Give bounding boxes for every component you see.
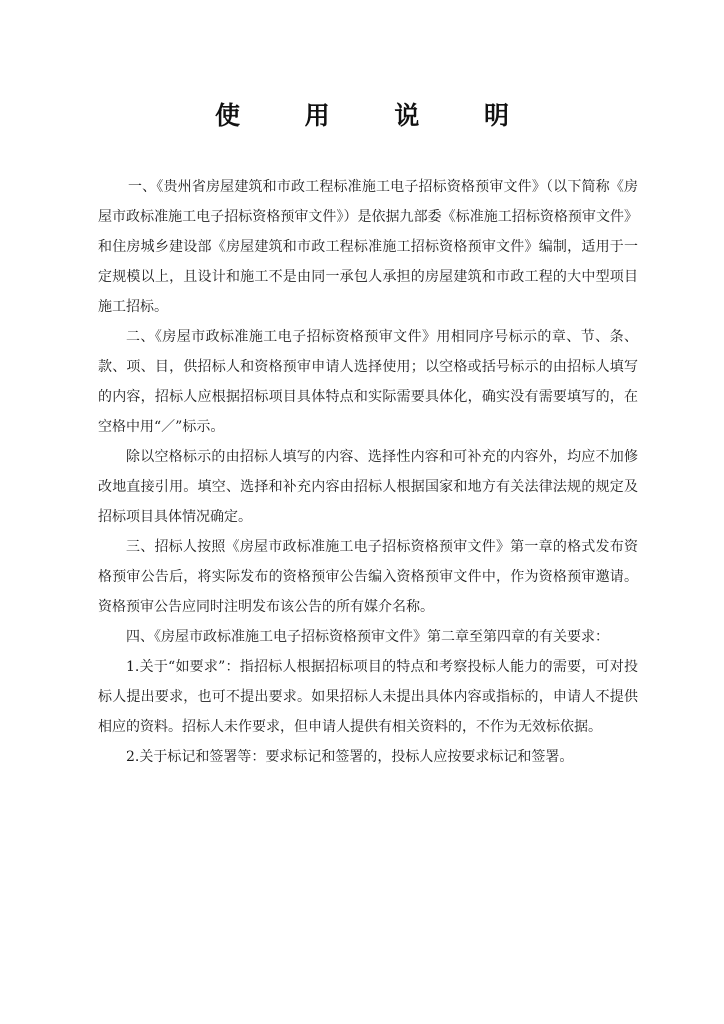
page-title: 使 用 说 明 — [214, 101, 538, 130]
paragraph-3: 除以空格标示的由招标人填写的内容、选择性内容和可补充的内容外，均应不加修改地直接引用。填空、选择和补充内容由招标人根据国家和地方有关法律法规的规定及招标项目具体情况确定。 — [98, 449, 638, 525]
paragraph-4: 三、招标人按照《房屋市政标准施工电子招标资格预审文件》第一章的格式发布资格预审公告后，将实际发布的资格预审公告编入资格预审文件中，作为资格预审邀请。资格预审公告应同时注明发布该公告的所有媒介名称。 — [98, 539, 638, 615]
paragraph-5: 四、《房屋市政标准施工电子招标资格预审文件》第二章至第四章的有关要求： — [126, 629, 609, 645]
paragraph-6: 1.关于“如要求”：指招标人根据招标项目的特点和考察投标人能力的需要，可对投标人提出要求，也可不提出要求。如果招标人未提出具体内容或指标的，申请人不提供相应的资料。招标人未作要求，但申请人提供有相关资料的，不作为无效标依据。 — [98, 659, 638, 735]
document-body — [98, 172, 638, 772]
paragraph-1: 一、《贵州省房屋建筑和市政工程标准施工电子招标资格预审文件》（以下简称《房屋市政标准施工电子招标资格预审文件》）是依据九部委《标准施工招标资格预审文件》和住房城乡建设部《房屋建筑和市政工程标准施工招标资格预审文件》编制，适用于一定规模以上，且设计和施工不是由同一承包人承担的房屋建筑和市政工程的大中型项目施工招标。 — [98, 179, 638, 315]
paragraph-7: 2.关于标记和签署等：要求标记和签署的，投标人应按要求标记和签署。 — [126, 749, 574, 765]
paragraph-2: 二、《房屋市政标准施工电子招标资格预审文件》用相同序号标示的章、节、条、款、项、目，供招标人和资格预审申请人选择使用；以空格或括号标示的由招标人填写的内容，招标人应根据招标项目具体特点和实际需要具体化，确实没有需要填写的，在空格中用“／”标示。 — [98, 329, 638, 435]
